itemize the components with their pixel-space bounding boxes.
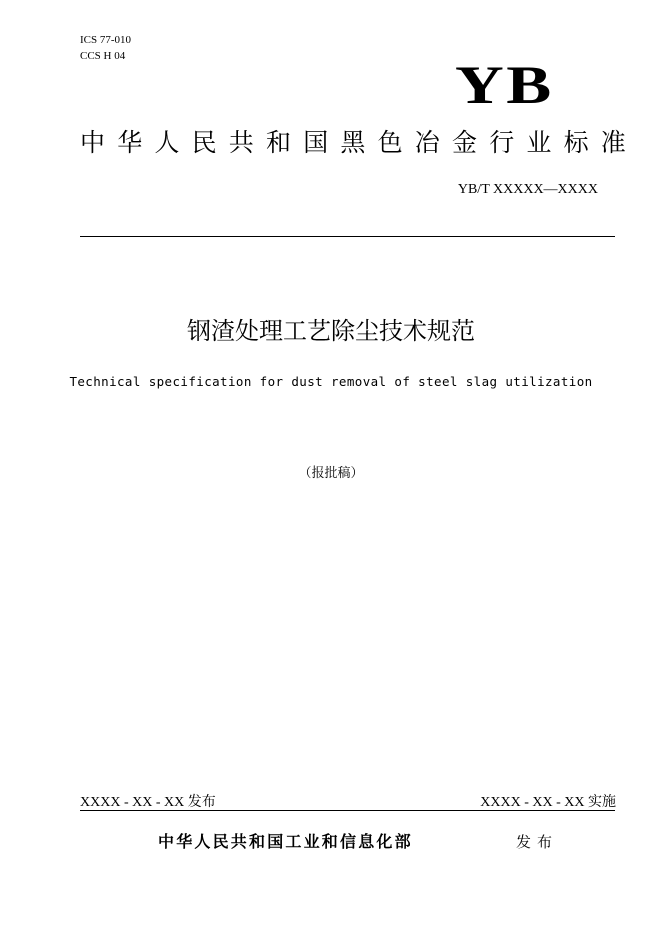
yb-logo: YB	[455, 55, 554, 115]
ics-code: ICS 77-010	[80, 34, 132, 46]
draft-status: （报批稿）	[298, 465, 364, 480]
document-title-en: Technical specification for dust removal of steel slag utilization	[69, 374, 593, 389]
document-title-cn: 钢渣处理工艺除尘技术规范	[187, 317, 475, 345]
standard-number: YB/T XXXXX—XXXX	[457, 182, 598, 197]
publish-date: XXXX - XX - XX 发布	[80, 795, 216, 810]
standard-category-title: 中华人民共和国黑色冶金行业标准	[80, 128, 639, 157]
issuing-authority: 中华人民共和国工业和信息化部	[158, 832, 413, 851]
ccs-code: CCS H 04	[80, 50, 126, 62]
bottom-divider	[80, 810, 615, 811]
top-divider	[80, 236, 615, 237]
issue-label: 发布	[516, 833, 559, 851]
effective-date: XXXX - XX - XX 实施	[480, 795, 616, 810]
